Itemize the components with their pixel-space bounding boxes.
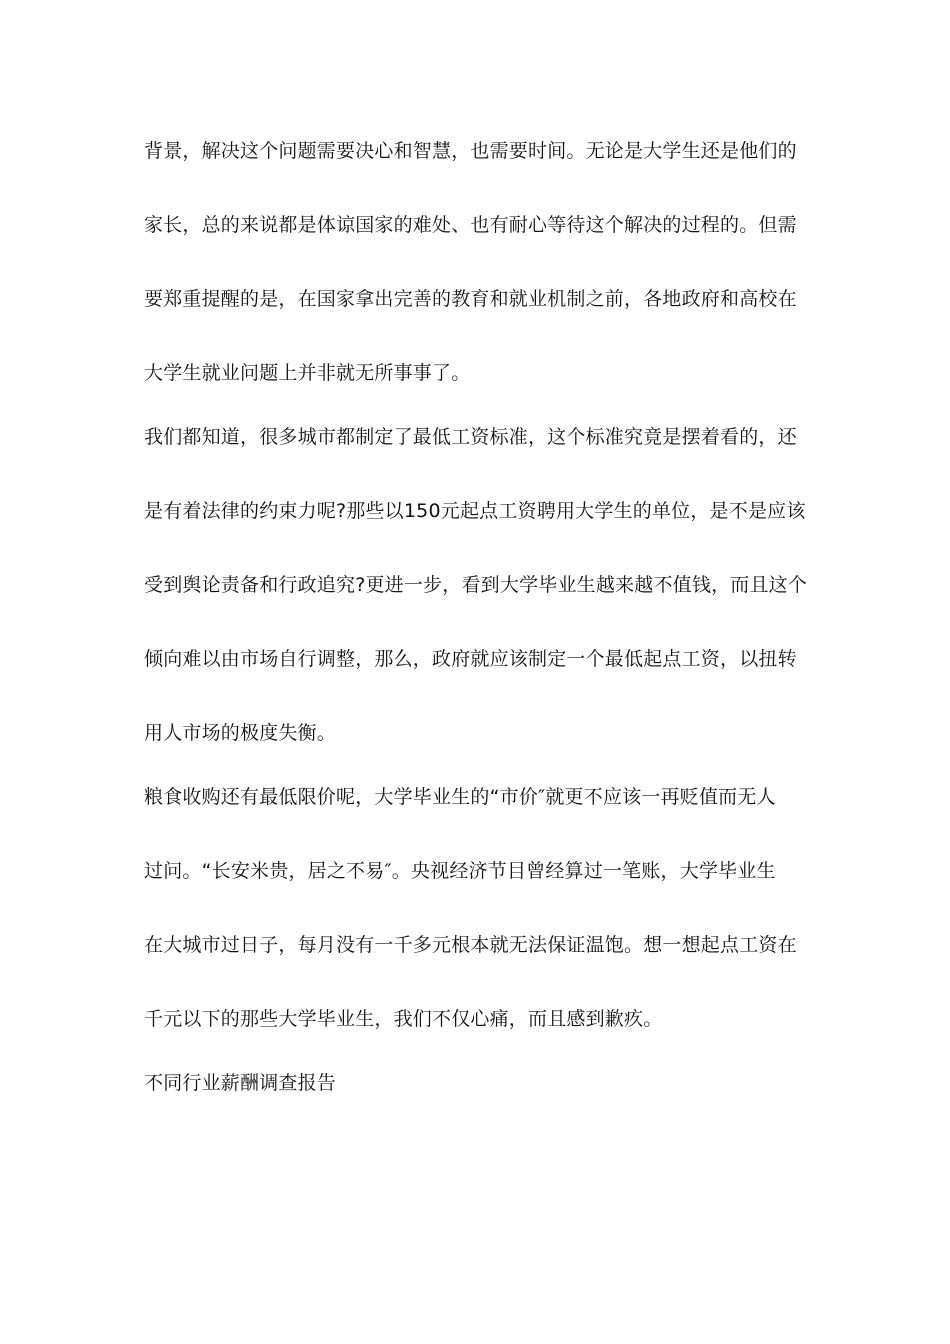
text-line: 倾向难以由市场自行调整，那么，政府就应该制定一个最低起点工资，以扭转 [144, 648, 797, 670]
text-line: 受到舆论责备和行政追究?更进一步，看到大学毕业生越来越不值钱，而且这个 [144, 574, 808, 596]
text-line: 用人市场的极度失衡。 [144, 722, 337, 744]
text-line: 家长，总的来说都是体谅国家的难处、也有耐心等待这个解决的过程的。但需 [144, 214, 797, 236]
text-line: 是有着法律的约束力呢?那些以150元起点工资聘用大学生的单位，是不是应该 [144, 500, 806, 522]
text-line: 我们都知道，很多城市都制定了最低工资标准，这个标准究竟是摆着看的，还 [144, 426, 797, 448]
text-line: 过问。“长安米贵，居之不易″。央视经济节目曾经算过一笔账，大学毕业生 [144, 860, 776, 882]
section-heading: 不同行业薪酬调查报告 [144, 1072, 337, 1094]
text-line: 千元以下的那些大学毕业生，我们不仅心痛，而且感到歉疚。 [144, 1008, 663, 1030]
text-line: 在大城市过日子，每月没有一千多元根本就无法保证温饱。想一想起点工资在 [144, 934, 797, 956]
text-line: 要郑重提醒的是，在国家拿出完善的教育和就业机制之前，各地政府和高校在 [144, 288, 797, 310]
text-line: 粮食收购还有最低限价呢，大学毕业生的“市价″就更不应该一再贬值而无人 [144, 786, 776, 808]
text-line: 大学生就业问题上并非就无所事事了。 [144, 362, 471, 384]
text-line: 背景，解决这个问题需要决心和智慧，也需要时间。无论是大学生还是他们的 [144, 140, 797, 162]
